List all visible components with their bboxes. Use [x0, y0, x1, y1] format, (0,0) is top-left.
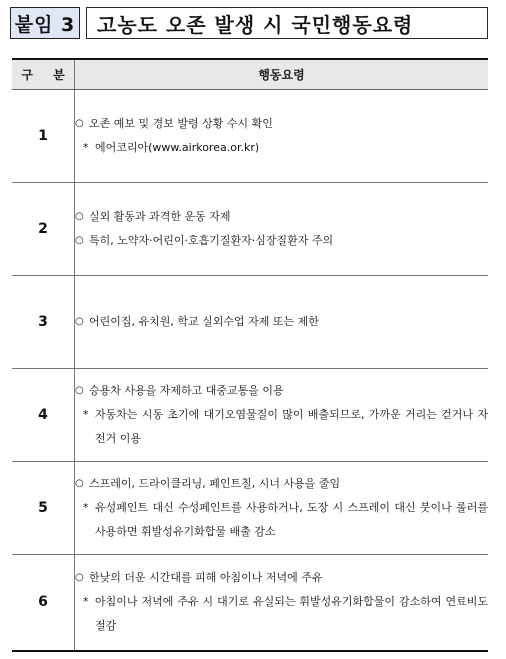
- circle-bullet-icon: ○: [75, 316, 84, 327]
- table-row: [12, 369, 488, 462]
- note-item: [75, 590, 488, 638]
- item-text: 오존 예보 및 경보 발령 상황 수시 확인: [89, 117, 273, 130]
- row-content: [75, 462, 489, 555]
- row-number: 2: [12, 183, 75, 276]
- table-row: [12, 183, 488, 276]
- row-number: 4: [12, 369, 75, 462]
- circle-bullet-icon: ○: [75, 572, 84, 584]
- row-number: 6: [12, 555, 75, 651]
- list-item: [75, 310, 488, 334]
- action-guide-table: [12, 58, 488, 652]
- circle-bullet-icon: ○: [75, 211, 84, 222]
- table-header-row: [12, 59, 488, 90]
- document-title: 고농도 오존 발생 시 국민행동요령: [86, 7, 488, 39]
- table-row: [12, 276, 488, 369]
- list-item: [75, 229, 488, 253]
- circle-bullet-icon: ○: [75, 118, 84, 129]
- row-content: [75, 369, 489, 462]
- circle-bullet-icon: ○: [75, 478, 84, 489]
- asterisk-icon: *: [83, 408, 89, 421]
- row-number: 5: [12, 462, 75, 555]
- asterisk-icon: *: [83, 595, 89, 609]
- note-text: 유성페인트 대신 수성페인트를 사용하거나, 도장 시 스프레이 대신 붓이나 롤러를 사용하면 휘발성유기화합물 배출 감소: [95, 501, 488, 538]
- item-text: 한낮의 더운 시간대를 피해 아침이나 저녁에 주유: [89, 571, 323, 585]
- row-number: 1: [12, 90, 75, 183]
- column-header-action: 행동요령: [75, 59, 489, 90]
- item-text: 스프레이, 드라이클리닝, 페인트칠, 시너 사용을 줄임: [89, 477, 341, 490]
- column-header-number: 구 분: [12, 59, 75, 90]
- list-item: [75, 472, 488, 496]
- list-item: [75, 112, 488, 136]
- note-text: 에어코리아(www.airkorea.or.kr): [95, 141, 260, 154]
- row-content: [75, 555, 489, 651]
- asterisk-icon: *: [83, 141, 89, 154]
- item-text: 승용차 사용을 자제하고 대중교통을 이용: [89, 384, 284, 397]
- note-item: [75, 136, 488, 160]
- table-row: [12, 462, 488, 555]
- circle-bullet-icon: ○: [75, 385, 84, 396]
- table-row: [12, 90, 488, 183]
- note-item: [75, 496, 488, 544]
- list-item: [75, 566, 488, 590]
- note-text: 자동차는 시동 초기에 대기오염물질이 많이 배출되므로, 가까운 거리는 걷거나 자전거 이용: [95, 408, 488, 445]
- note-text: 아침이나 저녁에 주유 시 대기로 유실되는 휘발성유기화합물이 감소하여 연료비도 절감: [95, 595, 488, 633]
- table-row: [12, 555, 488, 651]
- note-item: [75, 403, 488, 451]
- attachment-badge: 붙임 3: [10, 7, 80, 39]
- list-item: [75, 205, 488, 229]
- row-content: [75, 183, 489, 276]
- circle-bullet-icon: ○: [75, 235, 84, 246]
- item-text: 어린이집, 유치원, 학교 실외수업 자제 또는 제한: [89, 315, 319, 328]
- row-content: [75, 276, 489, 369]
- item-text: 특히, 노약자·어린이·호흡기질환자·심장질환자 주의: [89, 234, 334, 247]
- list-item: [75, 379, 488, 403]
- document-header: [10, 7, 488, 41]
- item-text: 실외 활동과 과격한 운동 자제: [89, 210, 231, 223]
- asterisk-icon: *: [83, 501, 89, 514]
- row-number: 3: [12, 276, 75, 369]
- row-content: [75, 90, 489, 183]
